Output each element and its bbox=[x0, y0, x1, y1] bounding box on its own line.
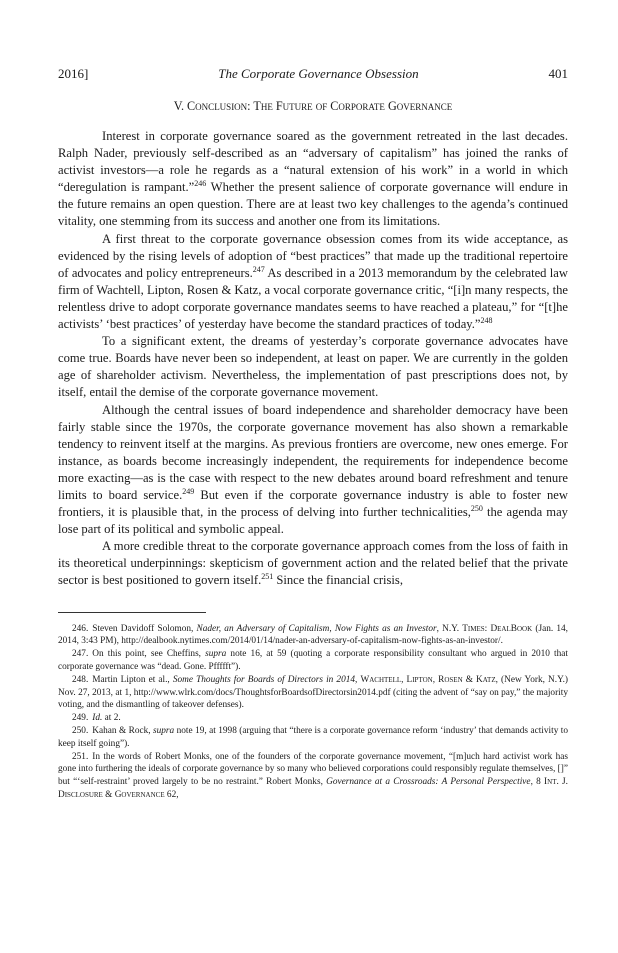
footnote bbox=[58, 712, 568, 725]
italic-text: Governance at a Crossroads: A Personal Perspective bbox=[326, 777, 531, 788]
footnote-number: 248. bbox=[72, 674, 89, 685]
text-run: Since the financial crisis, bbox=[273, 573, 403, 588]
italic-text: supra bbox=[153, 725, 175, 736]
text-run: , N.Y. bbox=[436, 623, 463, 634]
italic-text: Nader, an Adversary of Capitalism, Now Fights as an Investor bbox=[196, 623, 437, 634]
paragraph bbox=[58, 333, 568, 401]
text-run: (Jan. 14, 2014, 3:43 PM), http://dealbook.nytimes.com/2014/01/14/nader-an-adversary-of-capitalism-now-fights-as-an-investor/. bbox=[58, 623, 569, 647]
footnote-ref: 248 bbox=[480, 316, 493, 326]
text-run: A more credible threat to the corporate governance approach comes from the loss of faith in its theoretical underpinnings: skepticism of government action and the related belief that the private sector is best positioned to govern itself. bbox=[58, 539, 568, 588]
footnote-ref: 246 bbox=[194, 179, 207, 189]
footnote bbox=[58, 751, 568, 802]
footnote-number: 246. bbox=[72, 623, 89, 634]
text-run: But even if the corporate governance industry is able to foster new frontiers, it is plausible that, in the process of delving into further technicalities, bbox=[58, 487, 568, 520]
footnote bbox=[58, 725, 568, 751]
footnote bbox=[58, 623, 568, 649]
paragraph bbox=[58, 128, 568, 231]
footnote-divider bbox=[58, 612, 206, 613]
text-run: note 19, at 1998 (arguing that “there is a corporate governance reform ‘industry’ that demands activity to keep itself going”). bbox=[58, 725, 569, 749]
footnote-ref: 250 bbox=[470, 504, 483, 514]
text-run: A first threat to the corporate governance obsession comes from its wide acceptance, as evidenced by the rising levels of adoption of “best practices” that made up the traditional repertoire of advocates and policy entrepreneurs. bbox=[58, 231, 568, 280]
text-run: On this point, see Cheffins, bbox=[92, 649, 206, 660]
running-header bbox=[58, 66, 568, 82]
footnote bbox=[58, 648, 568, 674]
section-heading: V. Conclusion: The Future of Corporate Governance bbox=[173, 99, 453, 113]
page-number: 401 bbox=[548, 66, 568, 81]
text-run: Whether the present salience of corporate governance will endure in the future remains an open question. There are at least two key challenges to the agenda’s continued vitality, one stemming from its success and another one from its limitations. bbox=[58, 180, 568, 229]
text-run: In the words of Robert Monks, one of the founders of the corporate governance movement, “[m]uch hard activist work has gone into furthering the ideals of corporate governance by so many who believed corporations could responsibly regulate themselves, []” but “‘self-restraint’ proved largely to be no restraint.” Robert Monks, bbox=[58, 751, 568, 788]
text-run: Although the central issues of board independence and shareholder democracy have been fairly stable since the 1970s, the corporate governance movement has also shown a remarkable tendency to reinvent itself at the margins. As previous frontiers are overcome, new ones emerge. For instance, as boards become increasingly independent, the requirements for independence become more exacting—as is the case with respect to the new debates around board refreshment and tenure limits to board service. bbox=[58, 402, 568, 502]
paragraph bbox=[58, 402, 568, 539]
footnote-ref: 249 bbox=[182, 486, 195, 496]
small-caps-text: Int. J. Disclosure & Governance bbox=[58, 777, 568, 800]
header-year: 2016] bbox=[58, 66, 89, 81]
text-run: Martin Lipton et al., bbox=[92, 674, 173, 685]
footnote-ref: 247 bbox=[252, 264, 265, 274]
text-run: As described in a 2013 memorandum by the celebrated law firm of Wachtell, Lipton, Rosen & Katz, a vocal corporate governance critic, “[i]n many respects, the relentless drive to adopt corporate governance mandates seems to have reached a plateau,” for “[t]he activists’ ‘best practices’ of yesterday have become the standard practices of today.” bbox=[58, 265, 569, 332]
footnote-number: 249. bbox=[72, 713, 89, 724]
small-caps-text: Times: DealBook bbox=[462, 623, 533, 634]
footnotes bbox=[58, 623, 568, 802]
text-run: 62, bbox=[164, 789, 179, 800]
text-run: at 2. bbox=[102, 713, 121, 724]
journal-article-title: The Corporate Governance Obsession bbox=[218, 66, 419, 81]
italic-text: Id. bbox=[92, 713, 103, 724]
footnote-ref: 251 bbox=[261, 572, 274, 582]
small-caps-text: Wachtell, Lipton, Rosen & Katz bbox=[360, 674, 496, 685]
paragraph bbox=[58, 231, 568, 334]
text-run: , bbox=[355, 674, 361, 685]
text-run: To a significant extent, the dreams of yesterday’s corporate governance advocates have come true. Boards have never been so independent, at least on paper. We are currently in the golden age of shareholder activism. Nevertheless, the implementation of past prescriptions does not, by itself, entail the demise of the corporate governance movement. bbox=[58, 334, 568, 400]
text-run: Steven Davidoff Solomon, bbox=[92, 623, 197, 634]
body-text bbox=[58, 128, 568, 590]
italic-text: Some Thoughts for Boards of Directors in 2014 bbox=[172, 674, 356, 685]
paragraph bbox=[58, 538, 568, 589]
text-run: the agenda may lose part of its political and symbolic appeal. bbox=[58, 505, 568, 537]
italic-text: supra bbox=[205, 649, 227, 660]
footnote bbox=[58, 674, 568, 712]
text-run: , (New York, N.Y.) Nov. 27, 2013, at 1, http://www.wlrk.com/docs/ThoughtsforBoardsofDirectorsin2014.pdf (citing the advent of “say on pay,” the majority voting, and the dismantling of takeover defenses). bbox=[58, 674, 569, 711]
text-run: Kahan & Rock, bbox=[92, 725, 154, 736]
footnote-number: 251. bbox=[72, 751, 89, 762]
footnote-number: 250. bbox=[72, 725, 89, 736]
text-run: , 8 bbox=[530, 777, 545, 788]
text-run: note 16, at 59 (quoting a corporate responsibility consultant who argued in 2010 that corporate governance was “dead. Gone. Pffffft”). bbox=[58, 649, 568, 672]
text-run: Interest in corporate governance soared as the government retreated in the last decades. Ralph Nader, previously self-described as an “adversary of capitalism” has joined the ranks of activist investors—a role he regards as a “natural extension of his work” in a world in which “deregulation is rampant.” bbox=[58, 129, 568, 195]
page bbox=[58, 66, 568, 802]
footnote-number: 247. bbox=[72, 649, 89, 660]
